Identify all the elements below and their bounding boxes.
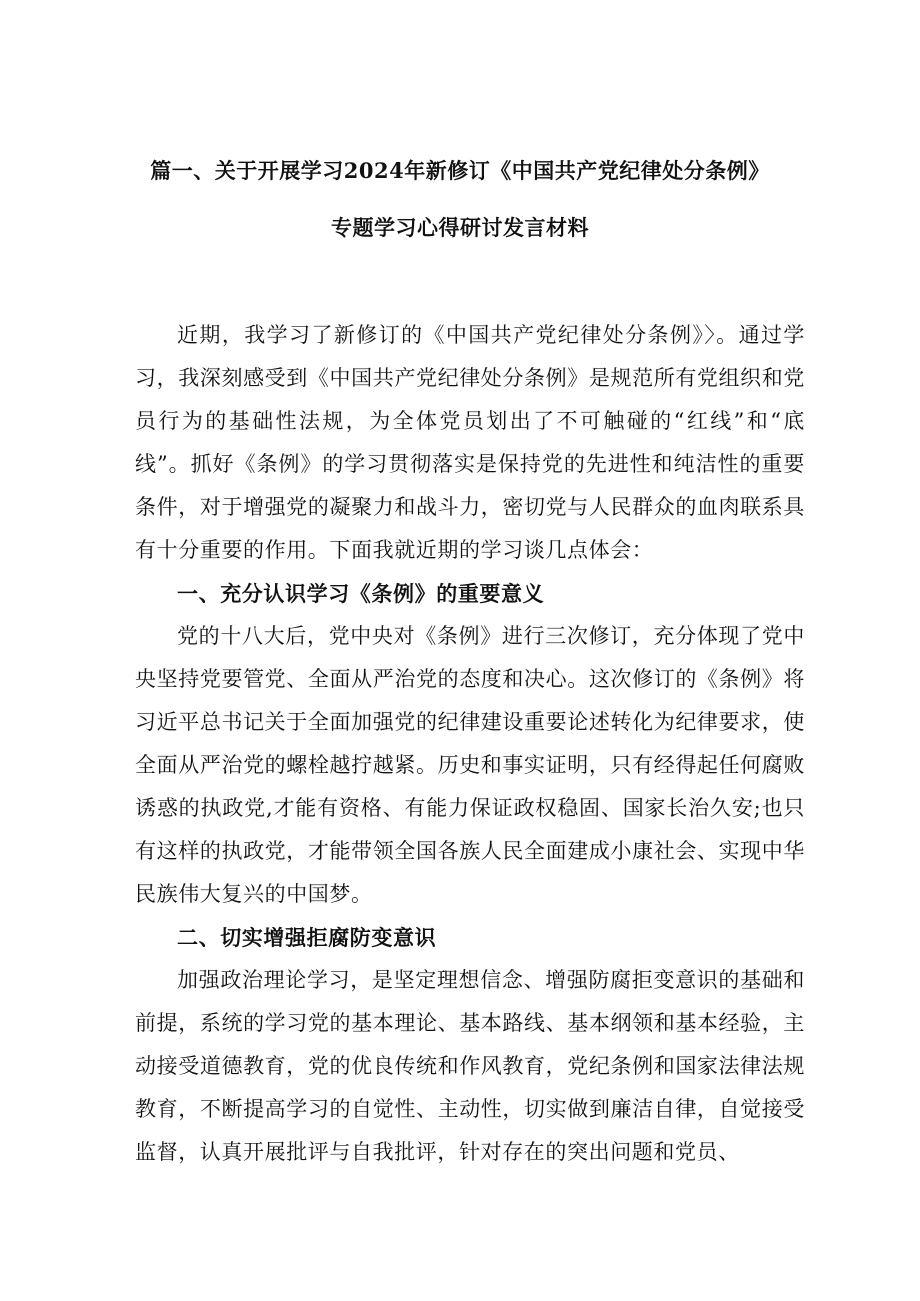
section-heading-1: 一、充分认识学习《条例》的重要意义 (177, 581, 545, 606)
document-title-line-2: 专题学习心得研讨发言材料 (331, 215, 589, 240)
document-title-line-1: 篇一、关于开展学习2024年新修订《中国共产党纪律处分条例》 (150, 158, 770, 183)
section-1-paragraph: 党的十八大后，党中央对《条例》进行三次修订，充分体现了党中央坚持党要管党、全面从严治党的态度和决心。这次修订的《条例》将习近平总书记关于全面加强党的纪律建设重要论述转化为纪律要求，使全面从严治党的螺栓越拧越紧。历史和事实证明，只有经得起任何腐败诱惑的执政党,才能有资格、有能力保证政权稳固、国家长治久安;也只有这样的执政党，才能带领全国各族人民全面建成小康社会、实现中华民族伟大复兴的中国梦。 (135, 624, 805, 906)
section-heading-2: 二、切实增强拒腐防变意识 (177, 925, 437, 950)
document-body (135, 314, 805, 1174)
section-2-paragraph: 加强政治理论学习，是坚定理想信念、增强防腐拒变意识的基础和前提，系统的学习党的基本理论、基本路线、基本纲领和基本经验，主动接受道德教育，党的优良传统和作风教育，党纪条例和国家法律法规教育，不断提高学习的自觉性、主动性，切实做到廉洁自律，自觉接受监督，认真开展批评与自我批评，针对存在的突出问题和党员、 (135, 968, 805, 1164)
intro-paragraph: 近期，我学习了新修订的《中国共产党纪律处分条例》〉。通过学习，我深刻感受到《中国共产党纪律处分条例》是规范所有党组织和党员行为的基础性法规，为全体党员划出了不可触碰的“红线”和“底线”。抓好《条例》的学习贯彻落实是保持党的先进性和纯洁性的重要条件，对于增强党的凝聚力和战斗力，密切党与人民群众的血肉联系具有十分重要的作用。下面我就近期的学习谈几点体会： (135, 323, 805, 562)
